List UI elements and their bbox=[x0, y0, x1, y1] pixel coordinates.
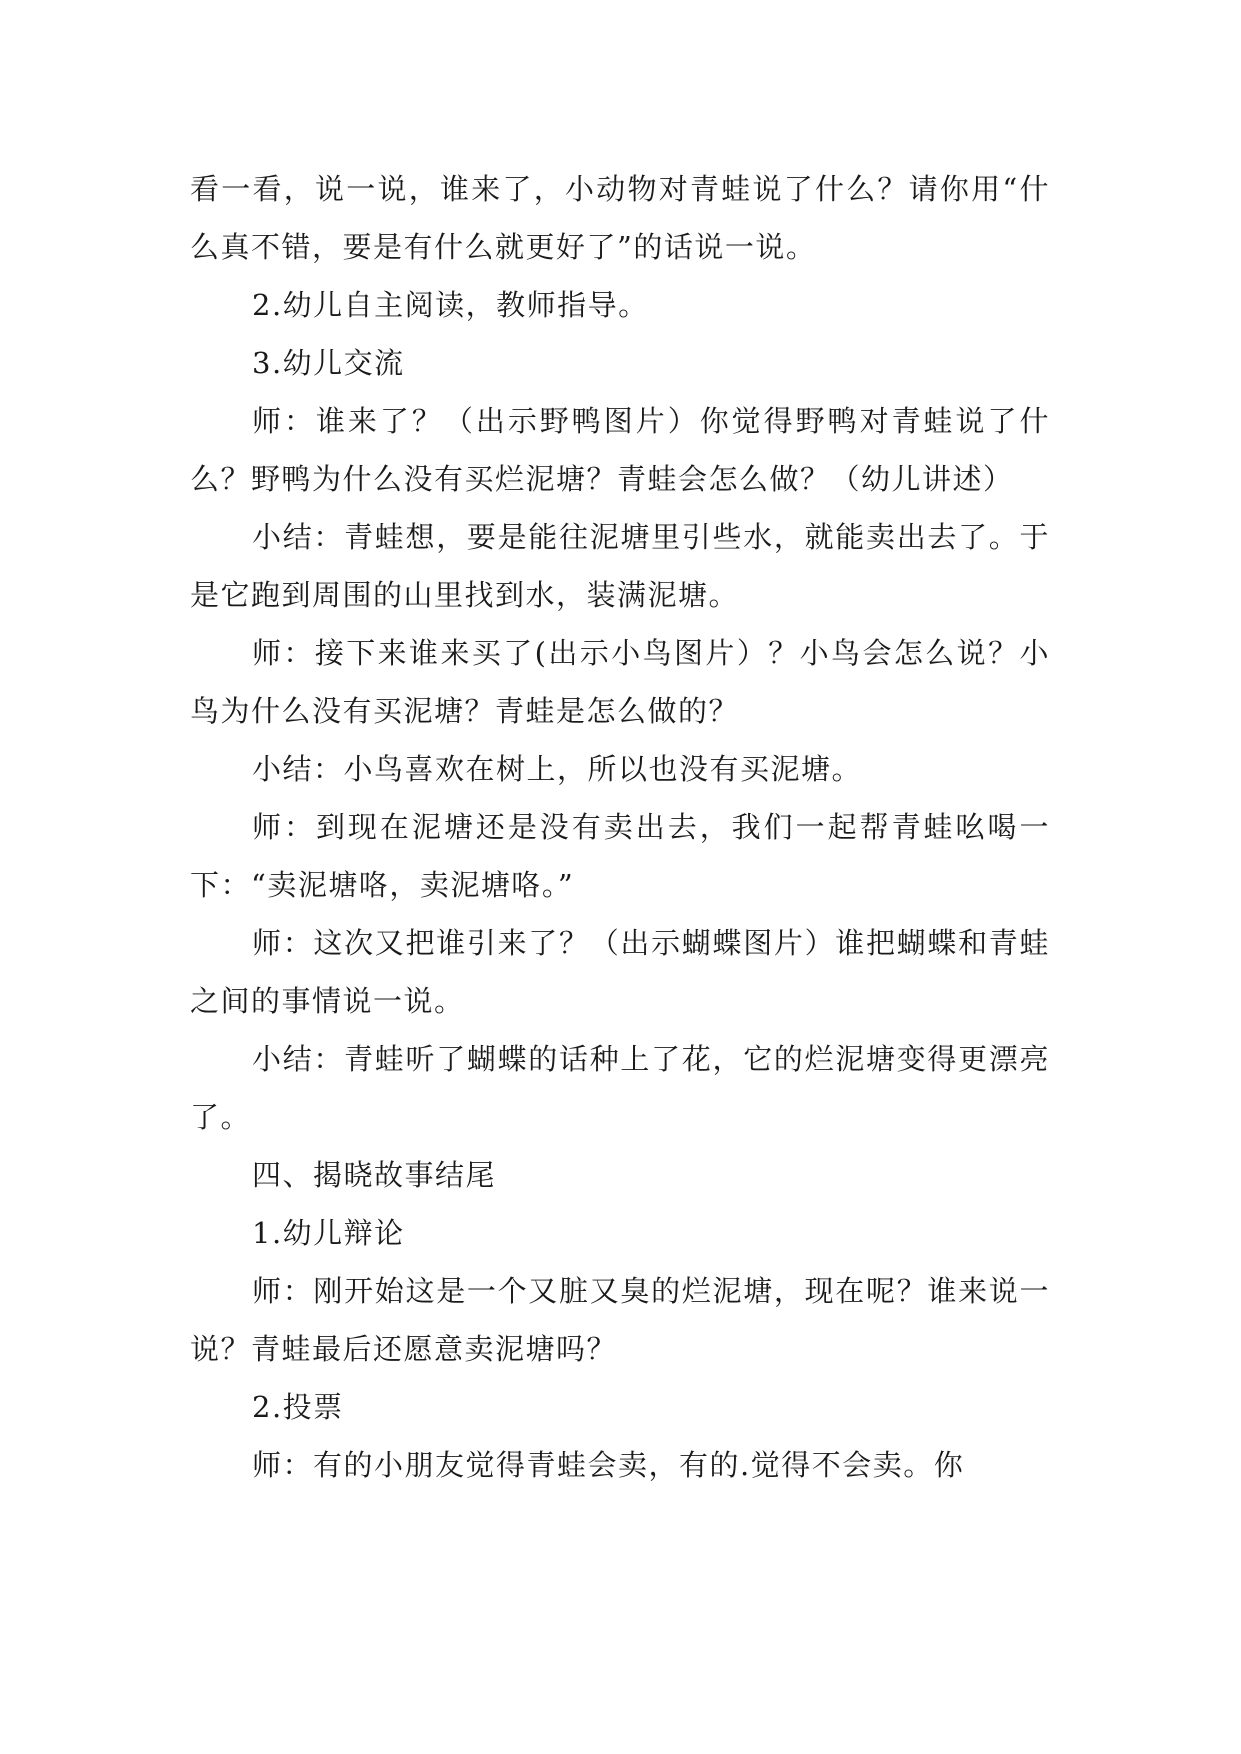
paragraph-teacher-bird: 师：接下来谁来买了(出示小鸟图片）？小鸟会怎么说？小鸟为什么没有买泥塘？青蛙是怎么做的？ bbox=[190, 636, 1050, 728]
paragraph-summary-water: 小结：青蛙想，要是能往泥塘里引些水，就能卖出去了。于是它跑到周围的山里找到水，装满泥塘。 bbox=[190, 520, 1050, 612]
paragraph-teacher-wild-duck: 师：谁来了？（出示野鸭图片）你觉得野鸭对青蛙说了什么？野鸭为什么没有买烂泥塘？青蛙会怎么做？（幼儿讲述） bbox=[190, 404, 1050, 496]
paragraph-step-2: 2.幼儿自主阅读，教师指导。 bbox=[252, 288, 649, 322]
paragraph-step-debate: 1.幼儿辩论 bbox=[252, 1216, 405, 1250]
paragraph-teacher-shout: 师：到现在泥塘还是没有卖出去，我们一起帮青蛙吆喝一下：“卖泥塘咯，卖泥塘咯。” bbox=[190, 810, 1050, 902]
paragraph-continuation: 看一看，说一说，谁来了，小动物对青蛙说了什么？请你用“什么真不错，要是有什么就更好了”的话说一说。 bbox=[190, 172, 1050, 264]
paragraph-teacher-debate: 师：刚开始这是一个又脏又臭的烂泥塘，现在呢？谁来说一说？青蛙最后还愿意卖泥塘吗？ bbox=[190, 1274, 1050, 1366]
paragraph-summary-flowers: 小结：青蛙听了蝴蝶的话种上了花，它的烂泥塘变得更漂亮了。 bbox=[190, 1042, 1050, 1134]
paragraph-summary-bird: 小结：小鸟喜欢在树上，所以也没有买泥塘。 bbox=[252, 752, 863, 786]
document-body bbox=[190, 160, 1050, 1494]
section-heading-ending: 四、揭晓故事结尾 bbox=[252, 1158, 497, 1192]
paragraph-teacher-butterfly: 师：这次又把谁引来了？（出示蝴蝶图片）谁把蝴蝶和青蛙之间的事情说一说。 bbox=[190, 926, 1050, 1018]
paragraph-step-3: 3.幼儿交流 bbox=[252, 346, 405, 380]
paragraph-teacher-vote: 师：有的小朋友觉得青蛙会卖，有的.觉得不会卖。你 bbox=[252, 1448, 965, 1482]
paragraph-step-vote: 2.投票 bbox=[252, 1390, 344, 1424]
